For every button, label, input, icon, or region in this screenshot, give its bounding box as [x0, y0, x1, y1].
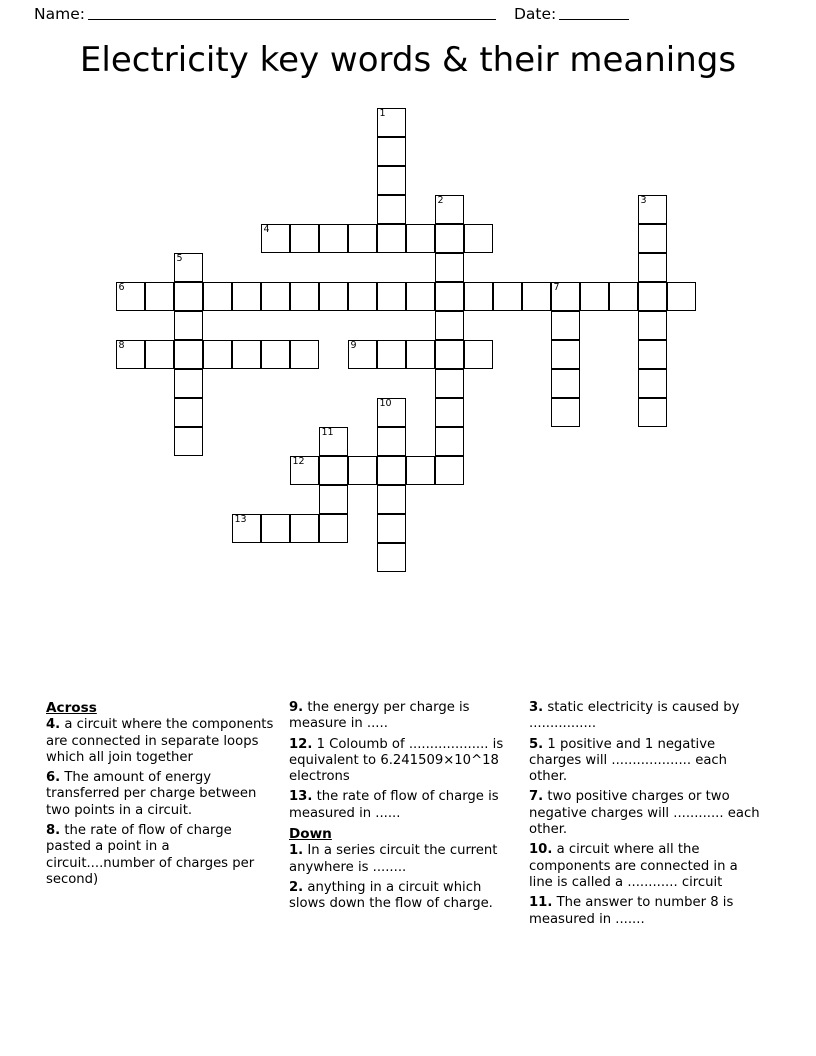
grid-cell[interactable]: [174, 369, 203, 398]
date-label: Date:: [513, 5, 557, 23]
grid-cell[interactable]: [435, 398, 464, 427]
grid-cell[interactable]: [232, 514, 261, 543]
grid-cell[interactable]: [319, 485, 348, 514]
grid-cell[interactable]: [435, 311, 464, 340]
grid-cell-number: 2: [437, 195, 444, 206]
grid-cell[interactable]: [435, 253, 464, 282]
grid-cell[interactable]: [377, 340, 406, 369]
grid-cell[interactable]: [493, 282, 522, 311]
grid-cell[interactable]: [377, 195, 406, 224]
grid-cell[interactable]: [261, 340, 290, 369]
grid-cell[interactable]: [377, 224, 406, 253]
clue-column-middle: [289, 700, 529, 917]
clue-number: 13.: [289, 789, 313, 805]
grid-cell[interactable]: [348, 456, 377, 485]
grid-cell[interactable]: [464, 340, 493, 369]
grid-cell[interactable]: [145, 340, 174, 369]
clue-text: 1 Coloumb of ................... is equivalent to 6.241509×10^18 electrons: [289, 736, 504, 785]
grid-cell[interactable]: [319, 427, 348, 456]
clue-number: 5.: [529, 736, 544, 752]
clue-item: [529, 737, 764, 786]
clue-number: 7.: [529, 789, 544, 805]
grid-cell[interactable]: [406, 456, 435, 485]
grid-cell-number: 7: [553, 282, 560, 293]
grid-cell-number: 5: [176, 253, 183, 264]
grid-cell-number: 1: [379, 108, 386, 119]
crossword-grid[interactable]: [116, 108, 716, 588]
grid-cell-number: 6: [118, 282, 125, 293]
clue-text: the rate of flow of charge pasted a point in a circuit....number of charges per second): [46, 823, 255, 887]
grid-cell[interactable]: [406, 224, 435, 253]
clue-item: [529, 700, 764, 733]
date-input-rule[interactable]: [559, 8, 629, 20]
clue-text: The answer to number 8 is measured in .......: [529, 895, 734, 927]
grid-cell[interactable]: [638, 398, 667, 427]
name-input-rule[interactable]: [88, 8, 496, 20]
clue-lists: [46, 700, 776, 932]
grid-cell[interactable]: [435, 282, 464, 311]
clue-text: anything in a circuit which slows down the flow of charge.: [289, 879, 493, 912]
grid-cell[interactable]: [290, 456, 319, 485]
grid-cell[interactable]: [319, 224, 348, 253]
grid-cell[interactable]: [667, 282, 696, 311]
grid-cell[interactable]: [174, 282, 203, 311]
clue-text: static electricity is caused by ................: [529, 700, 740, 732]
grid-cell[interactable]: [261, 282, 290, 311]
clue-number: 6.: [46, 770, 61, 786]
grid-cell[interactable]: [232, 340, 261, 369]
grid-cell-number: 3: [640, 195, 647, 206]
grid-cell[interactable]: [377, 137, 406, 166]
grid-cell[interactable]: [406, 282, 435, 311]
grid-cell[interactable]: [464, 224, 493, 253]
grid-cell[interactable]: [377, 514, 406, 543]
clue-item: [289, 880, 517, 913]
grid-cell-number: 10: [379, 398, 392, 409]
clue-number: 1.: [289, 843, 304, 859]
grid-cell[interactable]: [638, 195, 667, 224]
clue-item: [46, 770, 277, 819]
clue-text: 1 positive and 1 negative charges will ................... each other.: [529, 736, 728, 785]
grid-cell[interactable]: [377, 398, 406, 427]
clue-number: 4.: [46, 717, 61, 733]
grid-cell[interactable]: [464, 282, 493, 311]
grid-cell-number: 8: [118, 340, 125, 351]
grid-cell[interactable]: [203, 340, 232, 369]
grid-cell[interactable]: [551, 398, 580, 427]
clue-text: The amount of energy transferred per charge between two points in a circuit.: [46, 770, 257, 818]
grid-cell[interactable]: [348, 224, 377, 253]
grid-cell[interactable]: [377, 543, 406, 572]
clue-number: 12.: [289, 736, 313, 752]
grid-cell[interactable]: [435, 195, 464, 224]
grid-cell[interactable]: [145, 282, 174, 311]
grid-cell[interactable]: [551, 311, 580, 340]
clue-item: [289, 737, 517, 786]
grid-cell[interactable]: [580, 282, 609, 311]
grid-cell[interactable]: [522, 282, 551, 311]
clue-text: a circuit where all the components are connected in a line is called a ............ circuit: [529, 842, 738, 890]
clue-number: 9.: [289, 700, 304, 715]
grid-cell[interactable]: [551, 369, 580, 398]
grid-cell[interactable]: [638, 224, 667, 253]
grid-cell[interactable]: [174, 340, 203, 369]
grid-cell[interactable]: [551, 340, 580, 369]
grid-cell[interactable]: [116, 282, 145, 311]
grid-cell-number: 4: [263, 224, 270, 235]
clue-section-heading: Down: [289, 826, 332, 843]
clue-item: [529, 789, 764, 838]
clue-number: 8.: [46, 823, 61, 839]
grid-cell[interactable]: [290, 282, 319, 311]
name-label: Name:: [34, 5, 85, 23]
grid-cell-number: 9: [350, 340, 357, 351]
grid-cell[interactable]: [348, 340, 377, 369]
grid-cell[interactable]: [174, 253, 203, 282]
clue-item: [529, 895, 764, 928]
clue-text: two positive charges or two negative charges will ............ each other.: [529, 789, 760, 838]
grid-cell[interactable]: [638, 311, 667, 340]
grid-cell[interactable]: [174, 427, 203, 456]
clue-item: [289, 700, 517, 733]
grid-cell[interactable]: [261, 514, 290, 543]
grid-cell[interactable]: [435, 340, 464, 369]
clue-item: [46, 717, 277, 766]
name-date-line: [0, 0, 816, 28]
page-title: Electricity key words & their meanings: [79, 40, 737, 80]
grid-cell[interactable]: [174, 398, 203, 427]
clue-text: a circuit where the components are connected in separate loops which all join together: [46, 717, 274, 765]
grid-cell[interactable]: [232, 282, 261, 311]
clue-item: [529, 842, 764, 891]
clue-number: 10.: [529, 842, 553, 858]
grid-cell[interactable]: [435, 224, 464, 253]
grid-cell[interactable]: [319, 514, 348, 543]
clue-column-across: [46, 700, 289, 892]
grid-cell[interactable]: [551, 282, 580, 311]
grid-cell[interactable]: [638, 282, 667, 311]
clue-text: the energy per charge is measure in .....: [289, 700, 470, 732]
grid-cell[interactable]: [377, 485, 406, 514]
clue-number: 11.: [529, 895, 553, 911]
grid-cell[interactable]: [406, 340, 435, 369]
grid-cell[interactable]: [319, 456, 348, 485]
clue-text: In a series circuit the current anywhere is ........: [289, 843, 498, 875]
grid-cell[interactable]: [174, 311, 203, 340]
grid-cell[interactable]: [290, 514, 319, 543]
grid-cell[interactable]: [203, 282, 232, 311]
grid-cell-number: 12: [292, 456, 305, 467]
clue-item: [289, 843, 517, 876]
grid-cell[interactable]: [290, 224, 319, 253]
grid-cell-number: 13: [234, 514, 247, 525]
clue-item: [289, 789, 517, 822]
grid-cell[interactable]: [377, 282, 406, 311]
grid-cell[interactable]: [348, 282, 377, 311]
grid-cell[interactable]: [609, 282, 638, 311]
grid-cell[interactable]: [435, 427, 464, 456]
grid-cell[interactable]: [638, 340, 667, 369]
clue-text: the rate of flow of charge is measured in ......: [289, 789, 499, 821]
clue-section-heading: Across: [46, 700, 97, 716]
grid-cell[interactable]: [377, 427, 406, 456]
clue-item: [46, 823, 277, 888]
grid-cell[interactable]: [377, 456, 406, 485]
clue-column-down: [529, 700, 776, 932]
grid-cell[interactable]: [377, 108, 406, 137]
clue-number: 2.: [289, 879, 304, 895]
grid-cell[interactable]: [261, 224, 290, 253]
grid-cell[interactable]: [116, 340, 145, 369]
grid-cell[interactable]: [638, 253, 667, 282]
grid-cell[interactable]: [435, 456, 464, 485]
clue-number: 3.: [529, 700, 544, 715]
grid-cell[interactable]: [435, 369, 464, 398]
grid-cell-number: 11: [321, 427, 334, 438]
grid-cell[interactable]: [377, 166, 406, 195]
grid-cell[interactable]: [638, 369, 667, 398]
grid-cell[interactable]: [290, 340, 319, 369]
grid-cell[interactable]: [319, 282, 348, 311]
